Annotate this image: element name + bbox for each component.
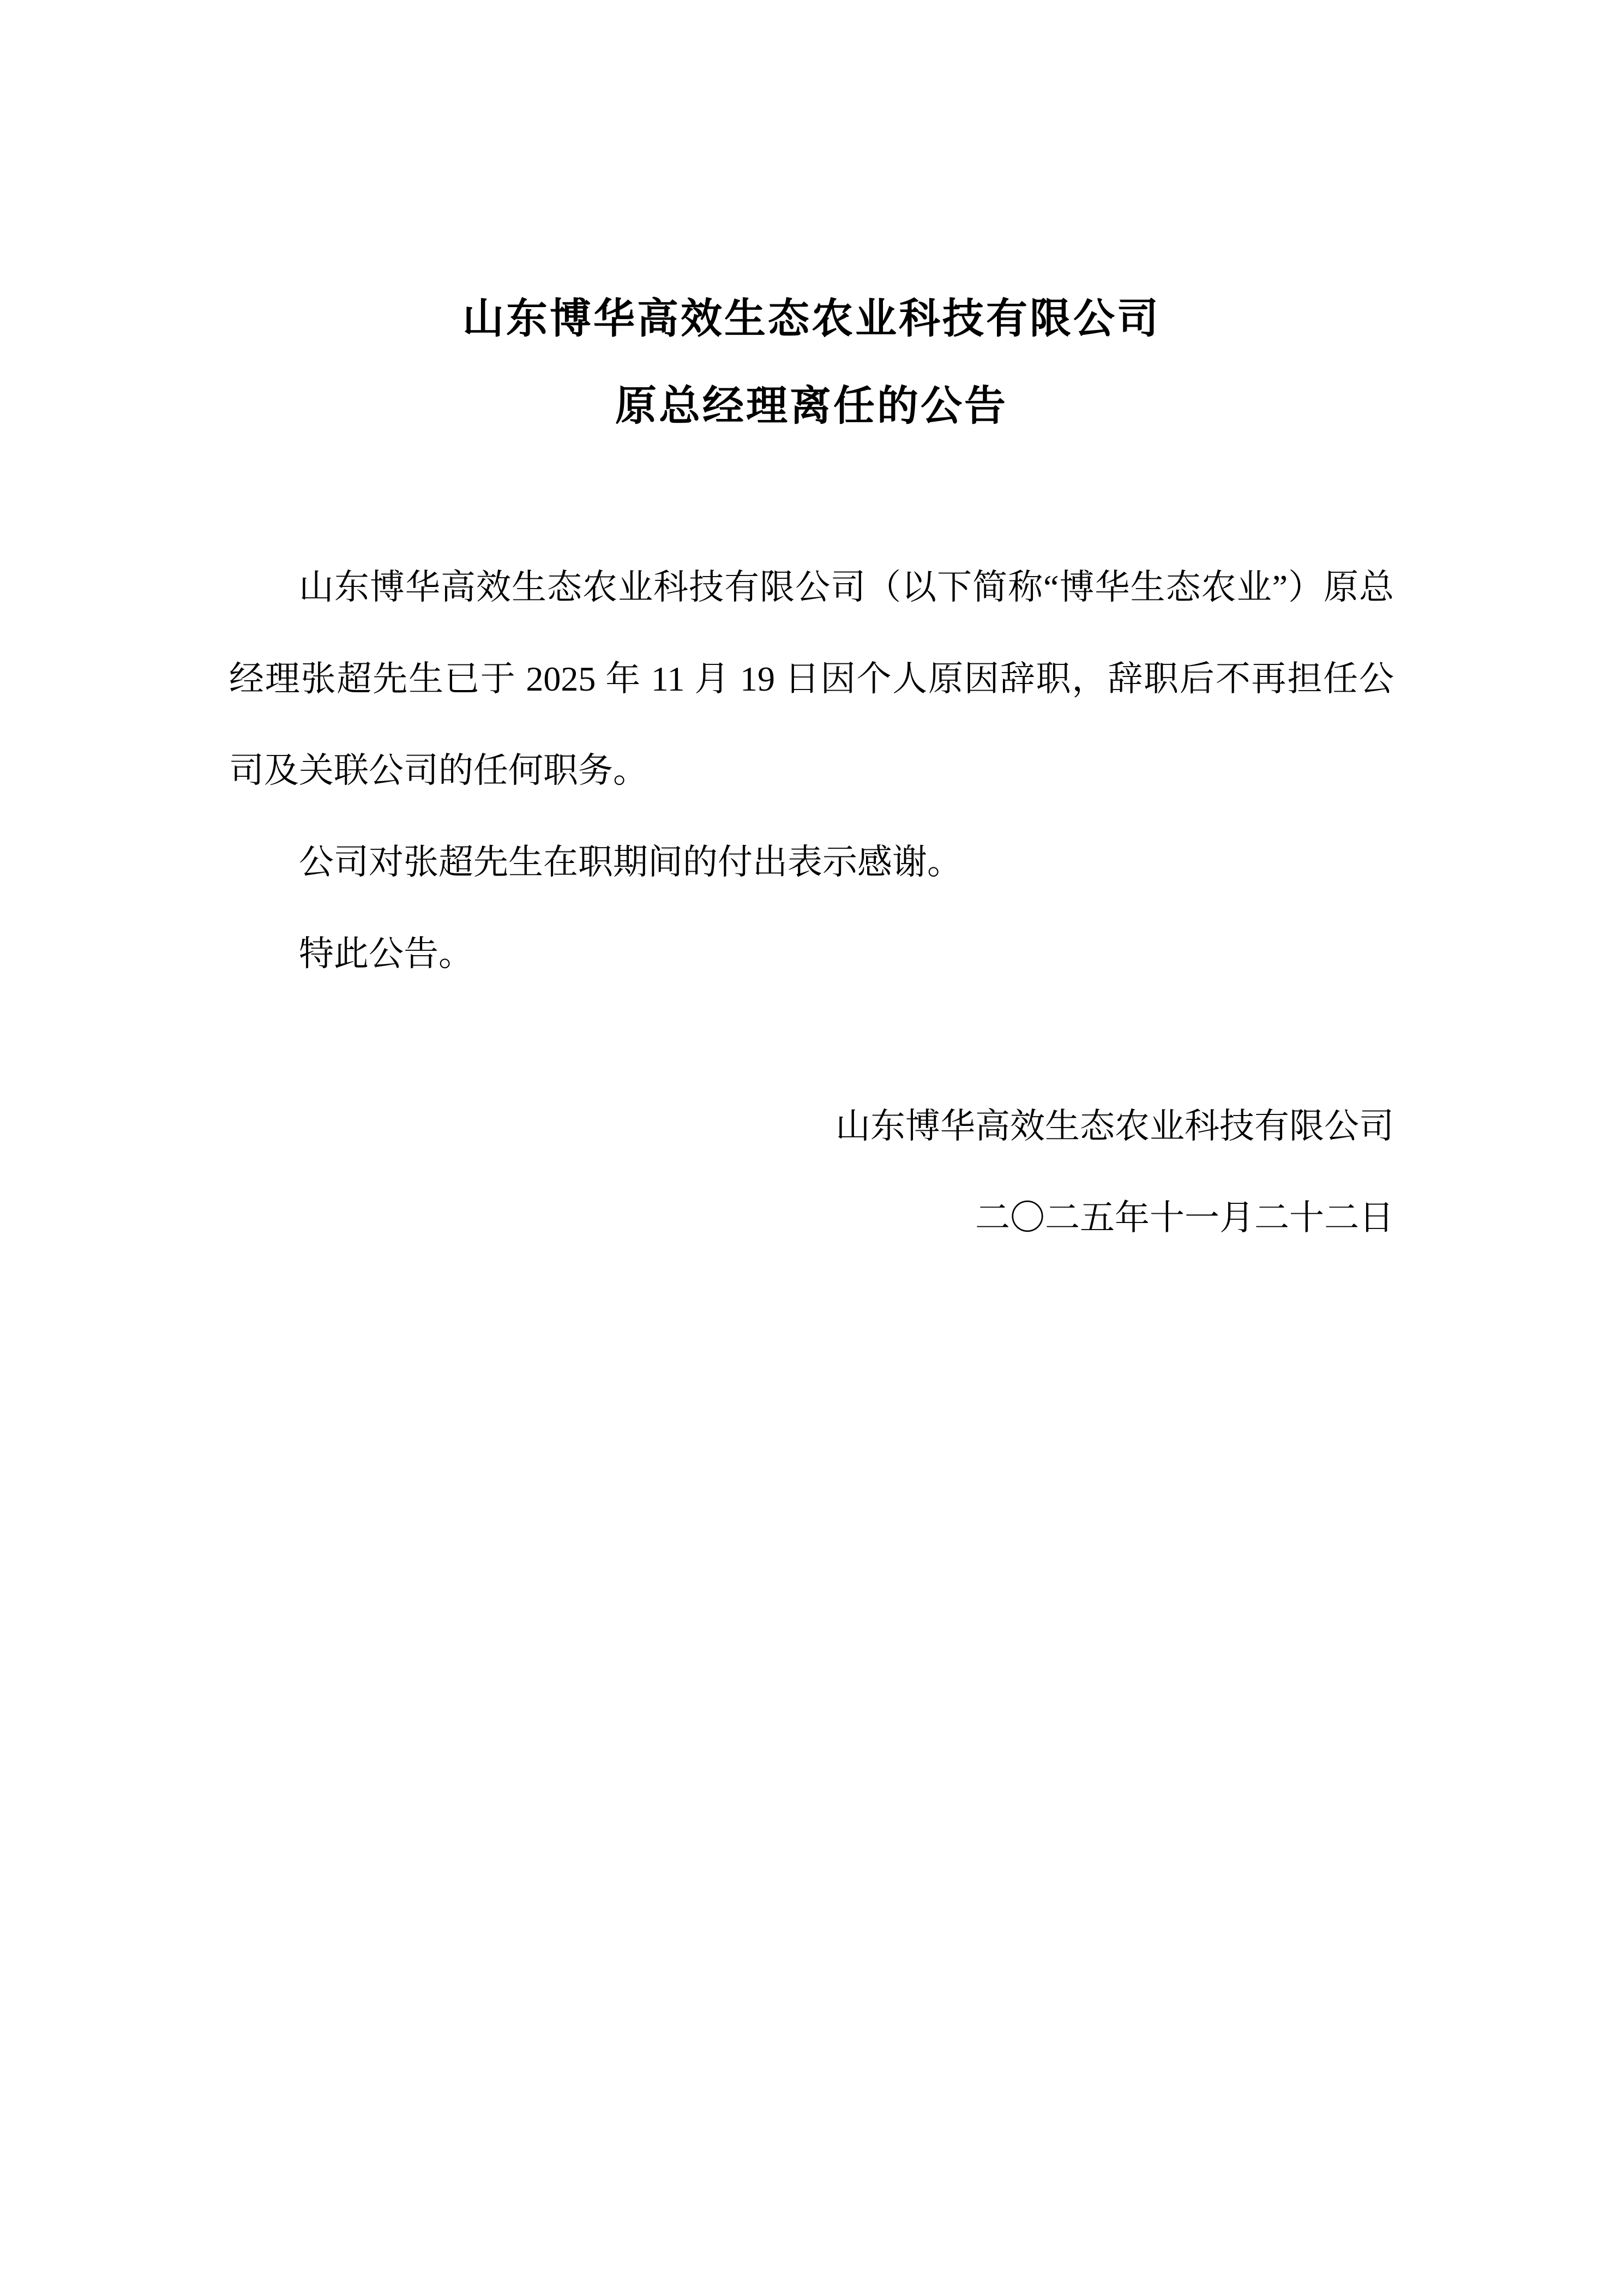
signature-company-name: 山东博华高效生态农业科技有限公司 xyxy=(835,1107,1394,1146)
paragraph-thanks: 公司对张超先生在职期间的付出表示感谢。 xyxy=(299,843,962,882)
paragraph-notice: 特此公告。 xyxy=(299,934,473,973)
document-title-company: 山东博华高效生态农业科技有限公司 xyxy=(462,296,1161,342)
document-body xyxy=(229,542,1394,1000)
document-title-subject: 原总经理离任的公告 xyxy=(615,383,1008,429)
document-title-block xyxy=(0,0,1623,450)
signature-block xyxy=(229,1081,1394,1264)
paragraph-resignation: 山东博华高效生态农业科技有限公司（以下简称“博华生态农业”）原总经理张超先生已于 2025 年 11 月 19 日因个人原因辞职，辞职后不再担任公司及关联公司的任何职务。 xyxy=(229,568,1394,790)
signature-date: 二〇二五年十一月二十二日 xyxy=(975,1198,1394,1237)
